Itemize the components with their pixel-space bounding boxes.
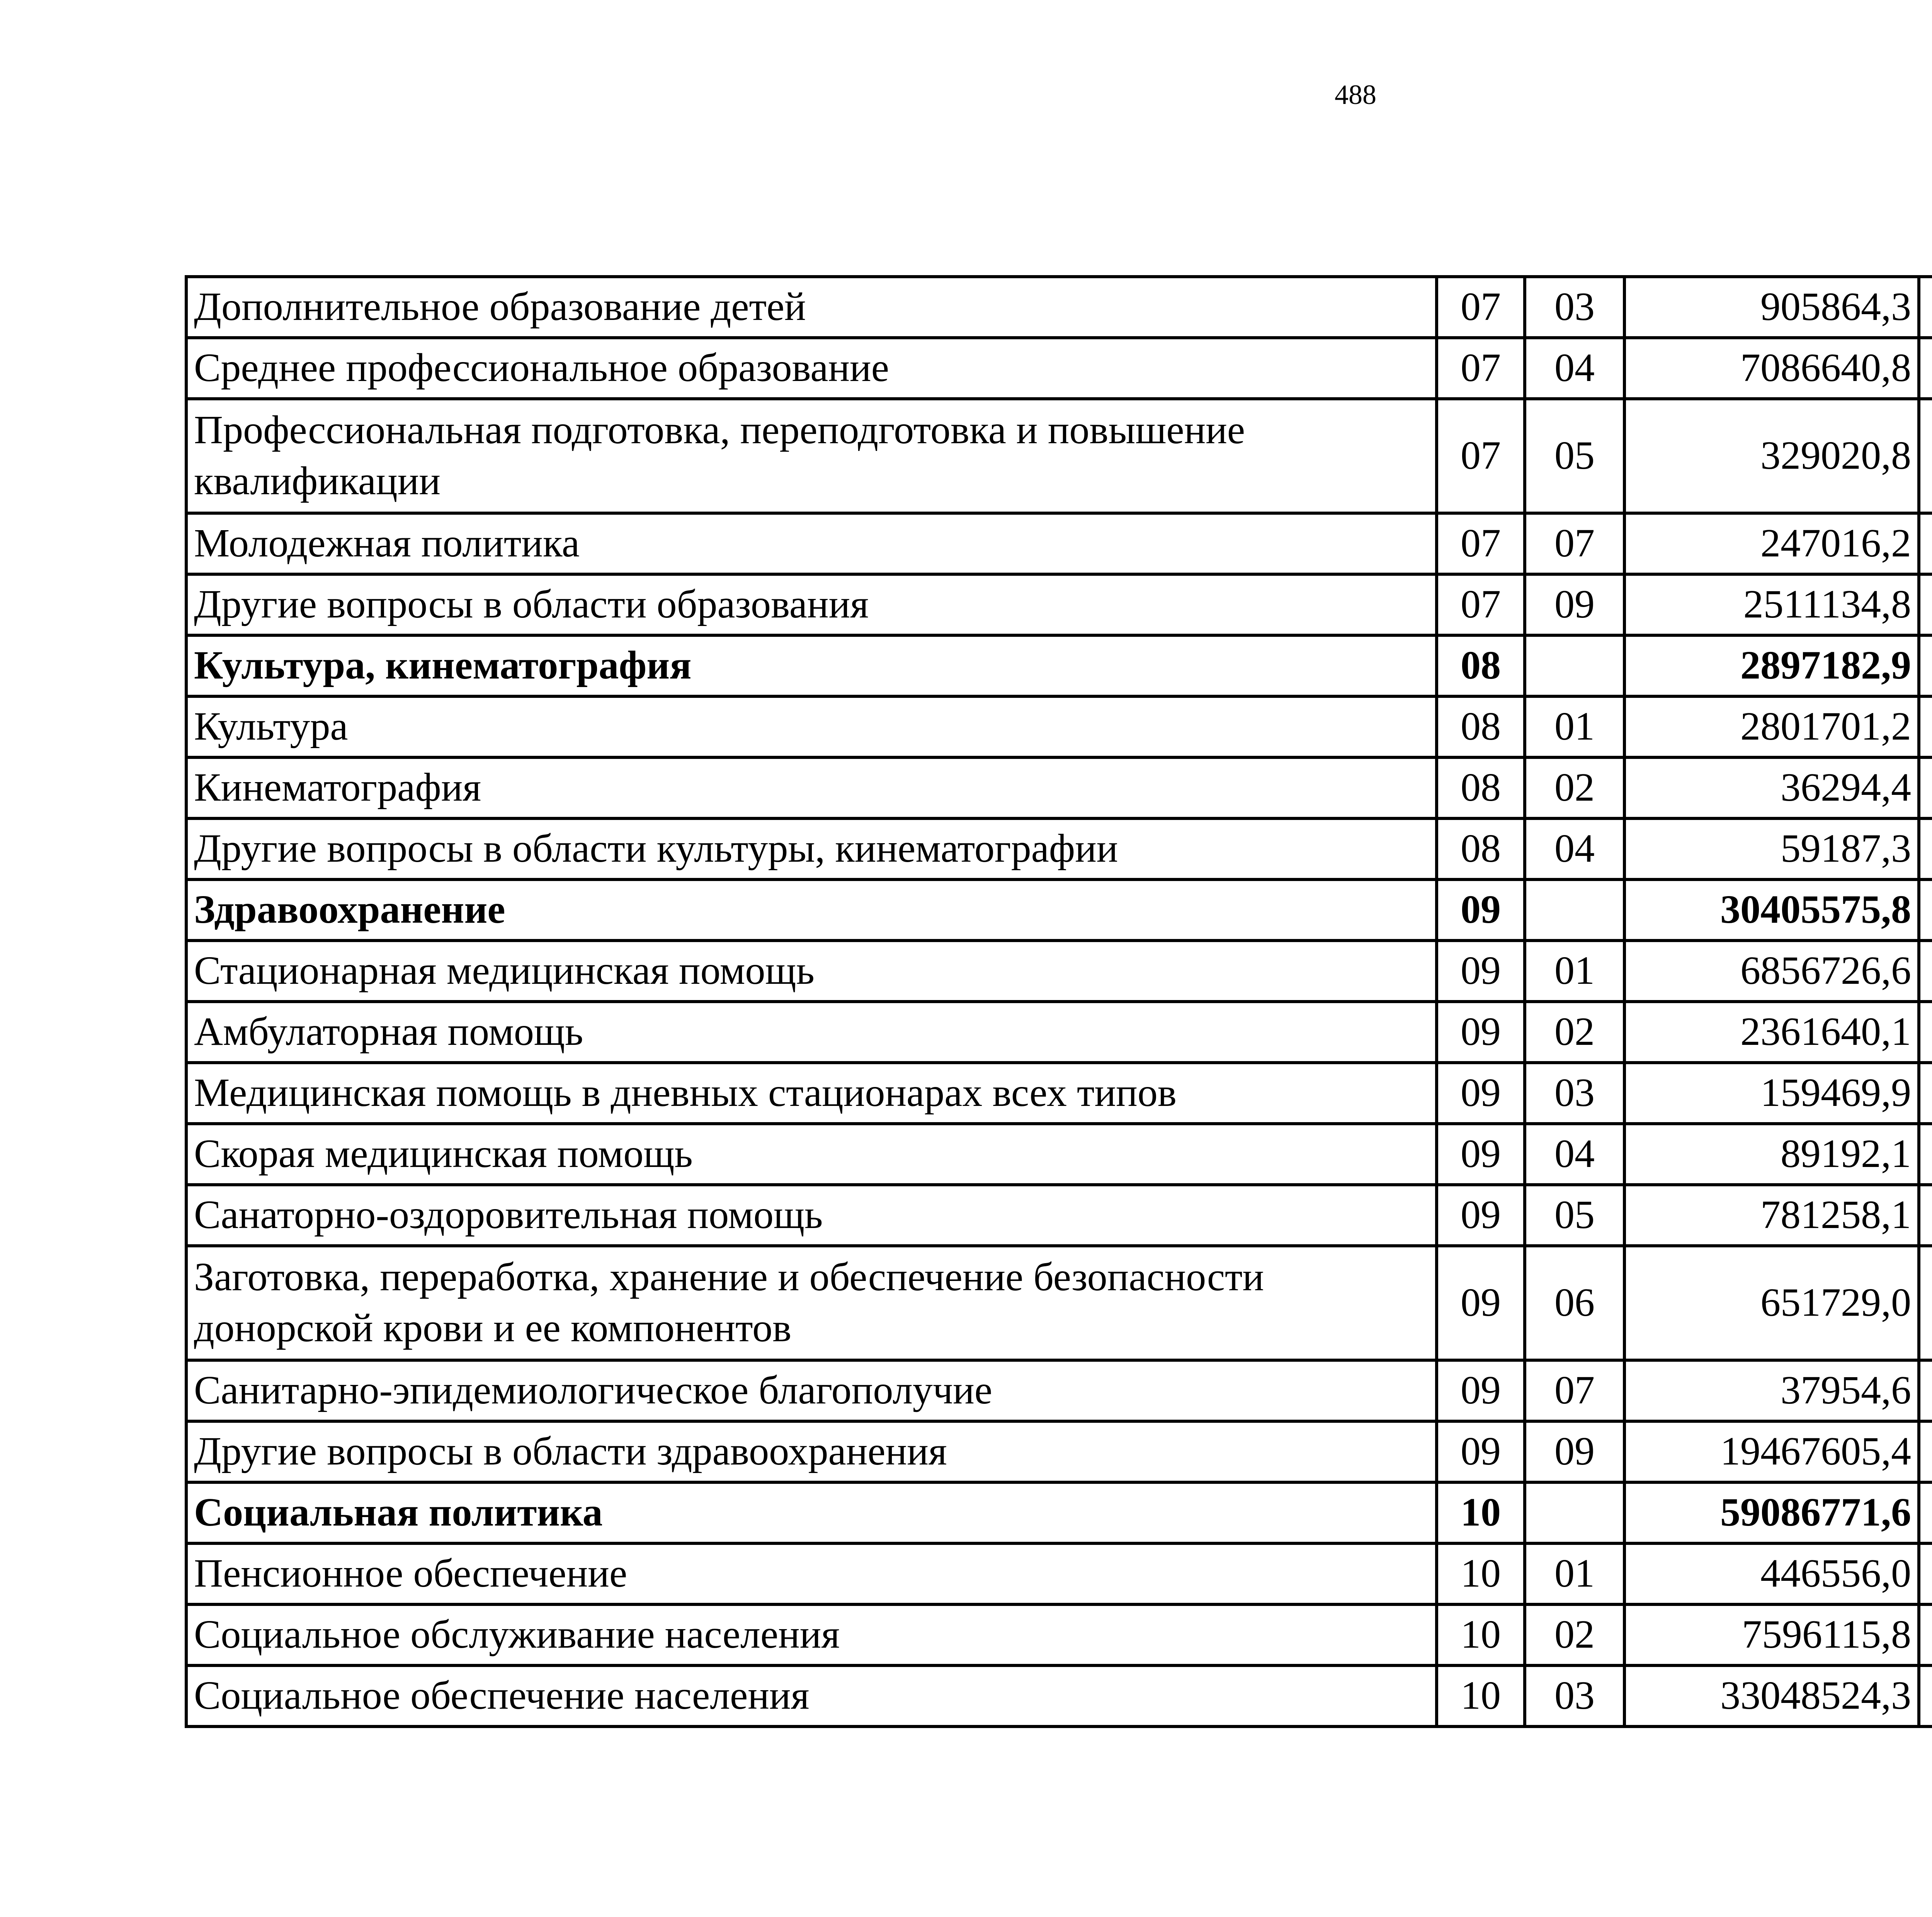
amount-year1-cell: 329020,8 — [1624, 399, 1919, 513]
row-name-cell: Среднее профессиональное образование — [186, 338, 1437, 399]
section-code-cell: 10 — [1437, 1543, 1525, 1604]
section-code-cell: 07 — [1437, 399, 1525, 513]
table-row — [186, 941, 1932, 1002]
amount-year2-cell — [1919, 1360, 1932, 1421]
amount-year2-cell — [1919, 1543, 1932, 1604]
table-row — [186, 1360, 1932, 1421]
section-code-cell: 09 — [1437, 1185, 1525, 1246]
row-name-cell: Заготовка, переработка, хранение и обеспечение безопасности донорской крови и ее компонентов — [186, 1246, 1437, 1360]
amount-year2-cell — [1919, 1665, 1932, 1726]
table-row — [186, 1543, 1932, 1604]
table-row — [186, 818, 1932, 879]
row-name-cell: Социальное обслуживание населения — [186, 1604, 1437, 1665]
table-row — [186, 399, 1932, 513]
subsection-code-cell: 05 — [1525, 1185, 1624, 1246]
amount-year1-cell: 781258,1 — [1624, 1185, 1919, 1246]
amount-year2-cell — [1919, 1246, 1932, 1360]
subsection-code-cell: 01 — [1525, 941, 1624, 1002]
table-row — [186, 1124, 1932, 1185]
subsection-code-cell: 02 — [1525, 1002, 1624, 1063]
table-row — [186, 1421, 1932, 1482]
table-row — [186, 1002, 1932, 1063]
section-code-cell: 10 — [1437, 1665, 1525, 1726]
amount-year1-cell: 7086640,8 — [1624, 338, 1919, 399]
row-name-cell: Стационарная медицинская помощь — [186, 941, 1437, 1002]
amount-year2-cell — [1919, 1002, 1932, 1063]
amount-year1-cell: 37954,6 — [1624, 1360, 1919, 1421]
section-code-cell: 07 — [1437, 513, 1525, 574]
amount-year2-cell — [1919, 574, 1932, 635]
row-name-cell: Кинематография — [186, 757, 1437, 818]
amount-year2-cell — [1919, 1482, 1932, 1543]
table-section-row — [186, 1482, 1932, 1543]
amount-year2-cell — [1919, 941, 1932, 1002]
amount-year2-cell — [1919, 635, 1932, 696]
amount-year1-cell: 36294,4 — [1624, 757, 1919, 818]
amount-year1-cell: 905864,3 — [1624, 277, 1919, 338]
page-number: 488 — [1335, 79, 1376, 110]
amount-year2-cell — [1919, 1124, 1932, 1185]
subsection-code-cell: 01 — [1525, 1543, 1624, 1604]
subsection-code-cell: 03 — [1525, 1063, 1624, 1124]
section-code-cell: 09 — [1437, 1002, 1525, 1063]
amount-year1-cell: 6856726,6 — [1624, 941, 1919, 1002]
amount-year1-cell: 59086771,6 — [1624, 1482, 1919, 1543]
table-row — [186, 1063, 1932, 1124]
section-code-cell: 09 — [1437, 1063, 1525, 1124]
amount-year2-cell — [1919, 1604, 1932, 1665]
amount-year2-cell — [1919, 1421, 1932, 1482]
subsection-code-cell: 07 — [1525, 513, 1624, 574]
table-row — [186, 574, 1932, 635]
row-name-cell: Профессиональная подготовка, переподготовка и повышение квалификации — [186, 399, 1437, 513]
subsection-code-cell: 04 — [1525, 818, 1624, 879]
amount-year2-cell — [1919, 513, 1932, 574]
section-code-cell: 09 — [1437, 941, 1525, 1002]
row-name-cell: Социальная политика — [186, 1482, 1437, 1543]
row-name-cell: Пенсионное обеспечение — [186, 1543, 1437, 1604]
amount-year2-cell — [1919, 757, 1932, 818]
table-row — [186, 338, 1932, 399]
amount-year1-cell: 7596115,8 — [1624, 1604, 1919, 1665]
subsection-code-cell: 02 — [1525, 757, 1624, 818]
table-section-row — [186, 635, 1932, 696]
table-section-row — [186, 879, 1932, 941]
subsection-code-cell: 03 — [1525, 1665, 1624, 1726]
table-row — [186, 513, 1932, 574]
table-row — [186, 696, 1932, 757]
subsection-code-cell: 06 — [1525, 1246, 1624, 1360]
row-name-cell: Другие вопросы в области образования — [186, 574, 1437, 635]
amount-year1-cell: 89192,1 — [1624, 1124, 1919, 1185]
section-code-cell: 08 — [1437, 818, 1525, 879]
section-code-cell: 10 — [1437, 1482, 1525, 1543]
row-name-cell: Молодежная политика — [186, 513, 1437, 574]
amount-year1-cell: 446556,0 — [1624, 1543, 1919, 1604]
subsection-code-cell: 02 — [1525, 1604, 1624, 1665]
section-code-cell: 10 — [1437, 1604, 1525, 1665]
subsection-code-cell: 09 — [1525, 574, 1624, 635]
amount-year1-cell: 247016,2 — [1624, 513, 1919, 574]
amount-year2-cell — [1919, 879, 1932, 941]
row-name-cell: Культура, кинематография — [186, 635, 1437, 696]
section-code-cell: 09 — [1437, 1360, 1525, 1421]
subsection-code-cell: 05 — [1525, 399, 1624, 513]
section-code-cell: 09 — [1437, 1246, 1525, 1360]
table-row — [186, 1665, 1932, 1726]
row-name-cell: Другие вопросы в области здравоохранения — [186, 1421, 1437, 1482]
amount-year1-cell: 2897182,9 — [1624, 635, 1919, 696]
amount-year1-cell: 30405575,8 — [1624, 879, 1919, 941]
row-name-cell: Медицинская помощь в дневных стационарах всех типов — [186, 1063, 1437, 1124]
amount-year1-cell: 159469,9 — [1624, 1063, 1919, 1124]
amount-year2-cell — [1919, 818, 1932, 879]
row-name-cell: Другие вопросы в области культуры, кинематографии — [186, 818, 1437, 879]
amount-year2-cell — [1919, 696, 1932, 757]
row-name-cell: Здравоохранение — [186, 879, 1437, 941]
subsection-code-cell — [1525, 635, 1624, 696]
table-row — [186, 757, 1932, 818]
section-code-cell: 09 — [1437, 1421, 1525, 1482]
subsection-code-cell: 01 — [1525, 696, 1624, 757]
amount-year1-cell: 33048524,3 — [1624, 1665, 1919, 1726]
amount-year2-cell — [1919, 1063, 1932, 1124]
subsection-code-cell: 04 — [1525, 1124, 1624, 1185]
subsection-code-cell: 03 — [1525, 277, 1624, 338]
amount-year1-cell: 2511134,8 — [1624, 574, 1919, 635]
section-code-cell: 08 — [1437, 696, 1525, 757]
row-name-cell: Социальное обеспечение населения — [186, 1665, 1437, 1726]
budget-table-body — [186, 277, 1932, 1726]
amount-year2-cell — [1919, 277, 1932, 338]
subsection-code-cell: 04 — [1525, 338, 1624, 399]
section-code-cell: 08 — [1437, 757, 1525, 818]
subsection-code-cell — [1525, 1482, 1624, 1543]
row-name-cell: Культура — [186, 696, 1437, 757]
section-code-cell: 07 — [1437, 574, 1525, 635]
amount-year1-cell: 19467605,4 — [1624, 1421, 1919, 1482]
subsection-code-cell: 09 — [1525, 1421, 1624, 1482]
subsection-code-cell: 07 — [1525, 1360, 1624, 1421]
row-name-cell: Амбулаторная помощь — [186, 1002, 1437, 1063]
budget-table — [185, 275, 1932, 1728]
amount-year1-cell: 2361640,1 — [1624, 1002, 1919, 1063]
table-row — [186, 277, 1932, 338]
amount-year1-cell: 651729,0 — [1624, 1246, 1919, 1360]
section-code-cell: 09 — [1437, 1124, 1525, 1185]
table-row — [186, 1185, 1932, 1246]
table-row — [186, 1604, 1932, 1665]
row-name-cell: Санаторно-оздоровительная помощь — [186, 1185, 1437, 1246]
row-name-cell: Скорая медицинская помощь — [186, 1124, 1437, 1185]
row-name-cell: Санитарно-эпидемиологическое благополучие — [186, 1360, 1437, 1421]
amount-year1-cell: 59187,3 — [1624, 818, 1919, 879]
section-code-cell: 07 — [1437, 277, 1525, 338]
section-code-cell: 09 — [1437, 879, 1525, 941]
section-code-cell: 08 — [1437, 635, 1525, 696]
row-name-cell: Дополнительное образование детей — [186, 277, 1437, 338]
amount-year2-cell — [1919, 399, 1932, 513]
table-row — [186, 1246, 1932, 1360]
subsection-code-cell — [1525, 879, 1624, 941]
section-code-cell: 07 — [1437, 338, 1525, 399]
amount-year2-cell — [1919, 1185, 1932, 1246]
amount-year1-cell: 2801701,2 — [1624, 696, 1919, 757]
amount-year2-cell — [1919, 338, 1932, 399]
